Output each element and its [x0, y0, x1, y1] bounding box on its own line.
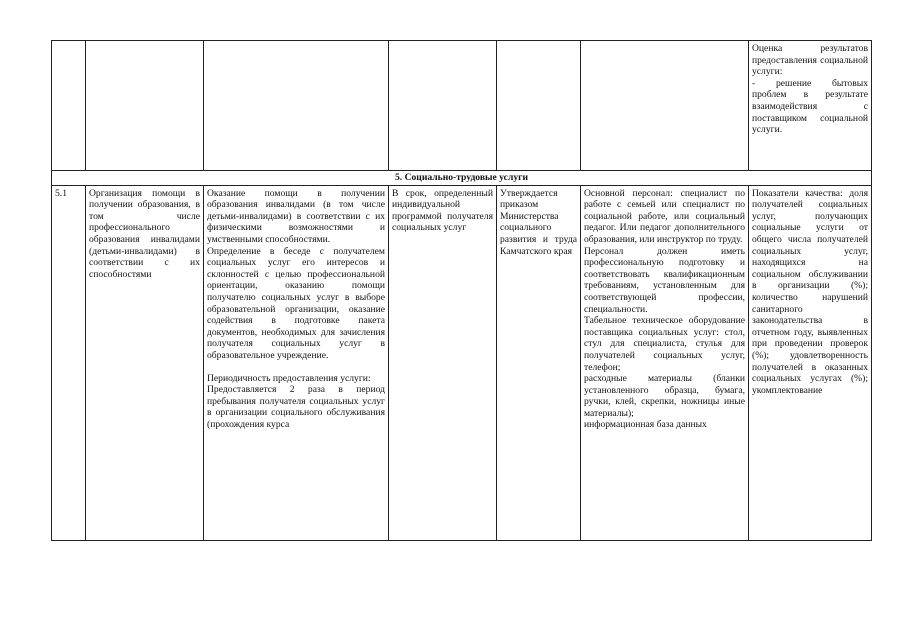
- description-paragraph: [207, 362, 385, 373]
- cell-empty: [204, 41, 389, 171]
- section-title: 5. Социально-трудовые услуги: [52, 171, 872, 186]
- description-paragraph: Определение в беседе с получателем социальных услуг его интересов и склонностей с целью профессиональной ориентации, оказанию помощи получателю социальных услуг в выборе образовательной организации, оказание содействия в подготовке пакета документов, необходимых для зачисления получателя социальных услуг в образовательное учреждение.: [207, 245, 385, 361]
- description-paragraph: Периодичность предоставления услуги:: [207, 372, 371, 384]
- service-conditions: [581, 185, 749, 540]
- table-row-5-1: [52, 185, 872, 540]
- section-header-row: [52, 171, 872, 186]
- table-row-previous: [52, 41, 872, 171]
- conditions-paragraph: информационная база данных: [584, 419, 707, 431]
- conditions-paragraph: Табельное техническое оборудование поставщика социальных услуг: стол, стул для специалиста, стулья для получателей социальных услуг, телефон;: [584, 315, 745, 373]
- conditions-paragraph: Персонал должен иметь профессиональную подготовку и соответствовать квалификационным требованиям, установленным для соответствующей профессии, специальности.: [584, 245, 745, 315]
- evaluation-cell: Оценка результатов предоставления социальной услуги: - решение бытовых проблем в результате взаимодействия с поставщиком социальной услуги.: [749, 41, 872, 171]
- services-table: [51, 40, 872, 541]
- row-number: 5.1: [52, 185, 86, 540]
- service-description: [204, 185, 389, 540]
- service-name: Организация помощи в получении образования, в том числе профессионального образования инвалидами (детьми-инвалидами) в соответствии с их способностями: [86, 185, 204, 540]
- cell-empty: [497, 41, 581, 171]
- service-tariff: Утверждается приказом Министерства социального развития и труда Камчатского края: [497, 185, 581, 540]
- quality-indicators: Показатели качества: доля получателей социальных услуг, получающих социальные услуги от общего числа получателей социальных услуг, находящихся на социальном обслуживании в организации (%); количество нарушений санитарного законодательства в отчетном году, выявленных при проведении проверок (%); удовлетворенность получателей в оказанных социальных услугах (%); укомплектование: [749, 185, 872, 540]
- description-paragraph: Предоставляется 2 раза в период пребывания получателя социальных услуг в организации социального обслуживания (прохождения курса: [207, 384, 385, 430]
- service-term: В срок, определенный индивидуальной программой получателя социальных услуг: [389, 185, 497, 540]
- conditions-paragraph: расходные материалы (бланки установленного образца, бумага, ручки, клей, скрепки, ножницы иные материалы);: [584, 373, 745, 419]
- conditions-paragraph: Основной персонал: специалист по работе с семьей или специалист по социальной работе, или социальный педагог. Или педагог дополнительного образования, или инструктор по труду.: [584, 187, 745, 245]
- cell-empty: [86, 41, 204, 171]
- cell-empty: [52, 41, 86, 171]
- cell-empty: [581, 41, 749, 171]
- cell-empty: [389, 41, 497, 171]
- description-paragraph: Оказание помощи в получении образования инвалидами (в том числе детьми-инвалидами) в соответствии с их физическими возможностями и умственными способностями.: [207, 187, 385, 245]
